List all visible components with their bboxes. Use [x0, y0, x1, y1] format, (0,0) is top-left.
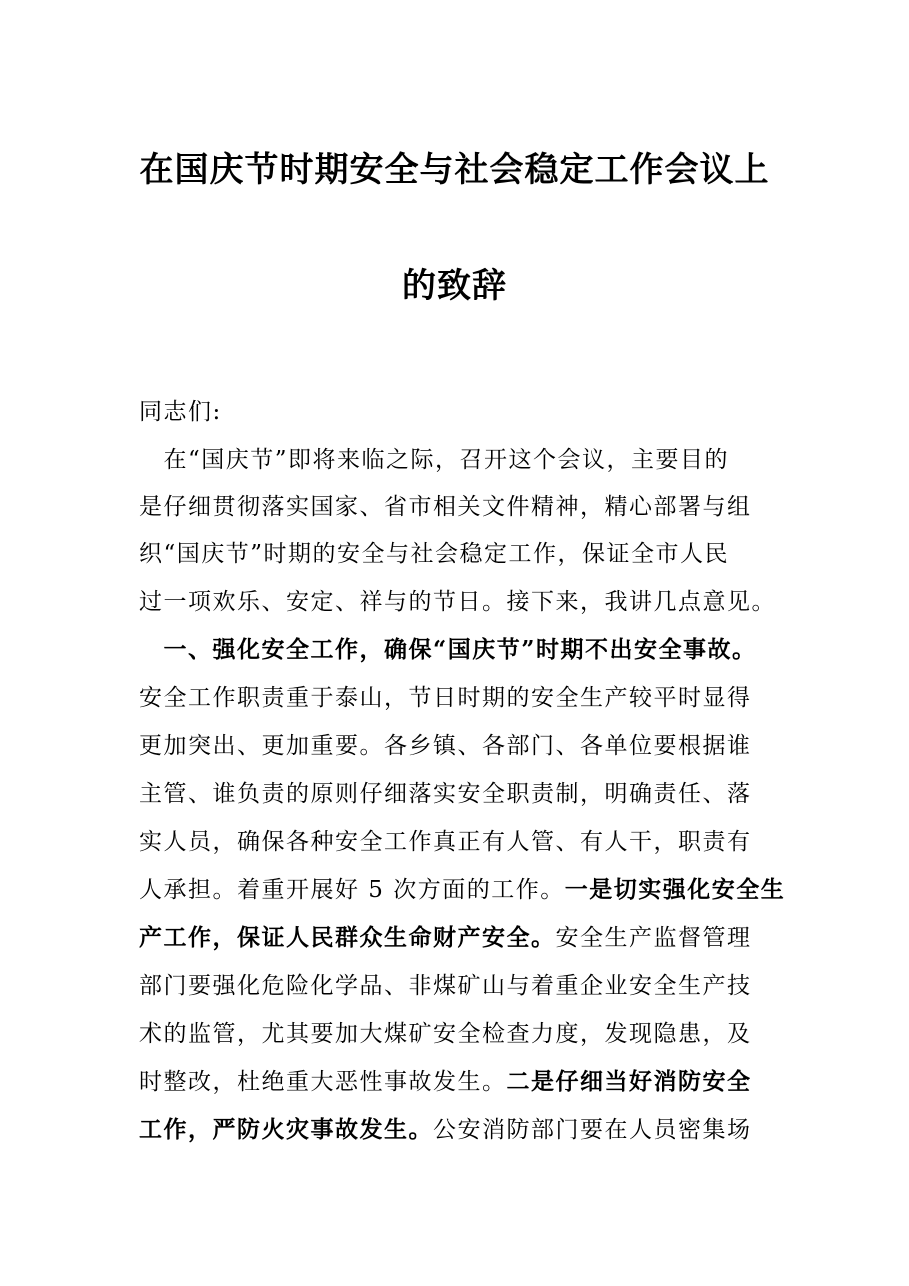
section-heading: 一、强化安全工作，确保“国庆节”时期不出安全事故。 [139, 636, 757, 663]
body-text: 主管、谁负责的原则仔细落实安全职责制，明确责任、落 [139, 781, 752, 807]
body-line [139, 539, 729, 569]
body-text: 公安消防部门要在人员密集场 [433, 1117, 752, 1143]
body-text: 实人员，确保各种安全工作真正有人管、有人干，职责有 [139, 829, 752, 855]
body-text: 术的监管，尤其要加大煤矿安全检查力度，发现隐患，及 [139, 1021, 752, 1047]
document-title-line-1: 在国庆节时期安全与社会稳定工作会议上 [139, 150, 770, 190]
body-text: 是仔细贯彻落实国家、省市相关文件精神，精心部署与组 [139, 494, 752, 520]
body-line [139, 779, 752, 809]
body-line [139, 875, 785, 905]
body-line [139, 731, 752, 761]
body-text: 过一项欢乐、安定、祥与的节日。接下来，我讲几点意见。 [139, 589, 776, 615]
body-text: 更加突出、更加重要。各乡镇、各部门、各单位要根据谁 [139, 733, 752, 759]
body-line [139, 683, 752, 713]
body-text: 安全生产监督管理 [555, 925, 752, 951]
body-text: 安全工作职责重于泰山，节日时期的安全生产较平时显得 [139, 685, 752, 711]
body-text: 织“国庆节”时期的安全与社会稳定工作，保证全市人民 [139, 541, 730, 567]
body-line [139, 1067, 752, 1097]
bold-point: 产工作，保证人民群众生命财产安全。 [139, 924, 556, 951]
salutation: 同志们: [139, 399, 222, 425]
body-line [139, 971, 752, 1001]
body-line [139, 827, 752, 857]
body-line [139, 587, 776, 617]
bold-point: 一是切实强化安全生 [564, 876, 786, 903]
section-heading-line [139, 635, 756, 665]
body-line [139, 492, 752, 522]
body-text: 时整改，杜绝重大恶性事故发生。 [139, 1069, 507, 1095]
body-line [139, 1115, 752, 1145]
bold-point: 工作，严防火灾事故发生。 [139, 1116, 433, 1143]
body-line [139, 1019, 752, 1049]
body-line [139, 923, 752, 953]
document-title-line-2: 的致辞 [402, 266, 507, 306]
body-line [139, 445, 729, 475]
bold-point: 二是仔细当好消防安全 [506, 1068, 752, 1095]
body-text: 人承担。着重开展好 5 次方面的工作。 [139, 877, 565, 903]
body-text: 部门要强化危险化学品、非煤矿山与着重企业安全生产技 [139, 973, 752, 999]
body-text: 在“国庆节”即将来临之际，召开这个会议，主要目的 [139, 447, 730, 473]
